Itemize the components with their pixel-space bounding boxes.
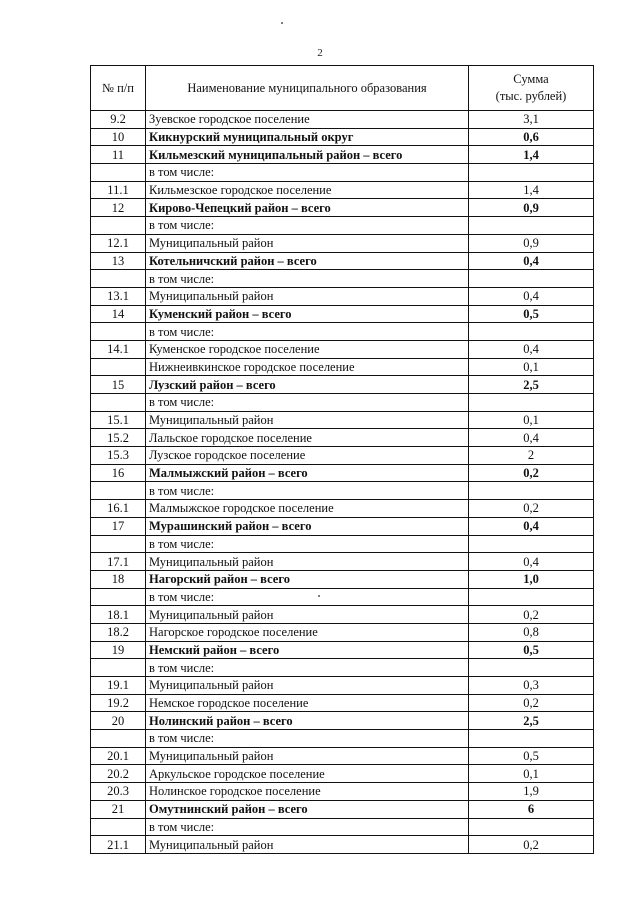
row-number: 16.1 [91, 500, 146, 518]
row-name: в том числе: [146, 394, 469, 412]
row-name: Омутнинский район – всего [146, 800, 469, 818]
row-number: 13 [91, 252, 146, 270]
row-name: Лальское городское поселение [146, 429, 469, 447]
row-number [91, 535, 146, 553]
row-sum [469, 659, 594, 677]
row-sum: 1,4 [469, 146, 594, 164]
row-name: Нагорский район – всего [146, 570, 469, 588]
row-sum [469, 818, 594, 836]
table-row [91, 747, 594, 765]
row-sum: 0,4 [469, 553, 594, 571]
row-name: в том числе: [146, 730, 469, 748]
row-sum: 2 [469, 447, 594, 465]
row-sum [469, 482, 594, 500]
table-row [91, 340, 594, 358]
row-sum: 0,6 [469, 128, 594, 146]
row-number: 15.1 [91, 411, 146, 429]
table-row [91, 394, 594, 412]
row-number: 21 [91, 800, 146, 818]
row-sum: 0,3 [469, 677, 594, 695]
row-sum: 6 [469, 800, 594, 818]
row-name: Муниципальный район [146, 287, 469, 305]
row-name: Нагорское городское поселение [146, 623, 469, 641]
table-row [91, 128, 594, 146]
table-body [91, 111, 594, 854]
row-name: в том числе: [146, 164, 469, 182]
row-sum [469, 270, 594, 288]
row-name: в том числе: [146, 482, 469, 500]
row-sum [469, 217, 594, 235]
row-name: в том числе: [146, 323, 469, 341]
row-name: Аркульское городское поселение [146, 765, 469, 783]
row-number: 14 [91, 305, 146, 323]
row-number: 10 [91, 128, 146, 146]
table-row [91, 765, 594, 783]
row-number: 12.1 [91, 234, 146, 252]
table-row [91, 429, 594, 447]
table-row [91, 234, 594, 252]
row-sum: 0,1 [469, 411, 594, 429]
row-sum: 0,2 [469, 464, 594, 482]
row-name: Кикнурский муниципальный округ [146, 128, 469, 146]
row-sum: 0,4 [469, 252, 594, 270]
row-sum: 0,2 [469, 694, 594, 712]
row-name: Малмыжский район – всего [146, 464, 469, 482]
budget-table [90, 65, 594, 854]
row-number: 18.2 [91, 623, 146, 641]
table-row [91, 146, 594, 164]
row-name: в том числе: [146, 588, 469, 606]
row-sum: 0,2 [469, 606, 594, 624]
row-name: Куменский район – всего [146, 305, 469, 323]
row-number [91, 217, 146, 235]
table-row [91, 111, 594, 129]
table-row [91, 287, 594, 305]
row-name: Зуевское городское поселение [146, 111, 469, 129]
row-sum [469, 394, 594, 412]
row-name: Кильмезский муниципальный район – всего [146, 146, 469, 164]
row-name: в том числе: [146, 818, 469, 836]
table-row [91, 217, 594, 235]
table-row [91, 252, 594, 270]
row-number: 20 [91, 712, 146, 730]
row-sum: 0,4 [469, 429, 594, 447]
table-row [91, 588, 594, 606]
row-name: Муниципальный район [146, 606, 469, 624]
row-name: Муниципальный район [146, 411, 469, 429]
table-row [91, 570, 594, 588]
row-number: 20.2 [91, 765, 146, 783]
table-row [91, 447, 594, 465]
row-number [91, 482, 146, 500]
table-row [91, 199, 594, 217]
row-number [91, 358, 146, 376]
row-name: Муниципальный район [146, 553, 469, 571]
row-number: 15.3 [91, 447, 146, 465]
table-header [91, 66, 594, 111]
row-sum: 0,5 [469, 305, 594, 323]
row-name: Муниципальный район [146, 747, 469, 765]
row-name: в том числе: [146, 270, 469, 288]
row-sum: 3,1 [469, 111, 594, 129]
table-row [91, 641, 594, 659]
table-row [91, 181, 594, 199]
row-number: 15.2 [91, 429, 146, 447]
row-number: 20.3 [91, 783, 146, 801]
row-number: 19.2 [91, 694, 146, 712]
row-number: 12 [91, 199, 146, 217]
row-sum [469, 588, 594, 606]
table-row [91, 305, 594, 323]
row-sum [469, 323, 594, 341]
row-number: 14.1 [91, 340, 146, 358]
row-number [91, 394, 146, 412]
table-row [91, 411, 594, 429]
row-number: 11.1 [91, 181, 146, 199]
row-sum: 2,5 [469, 712, 594, 730]
row-sum: 0,9 [469, 199, 594, 217]
row-name: Немский район – всего [146, 641, 469, 659]
table-row [91, 323, 594, 341]
row-name: Нолинское городское поселение [146, 783, 469, 801]
row-name: Малмыжское городское поселение [146, 500, 469, 518]
header-sum-title: Сумма [513, 72, 549, 86]
row-name: Котельничский район – всего [146, 252, 469, 270]
row-name: в том числе: [146, 217, 469, 235]
table-row [91, 376, 594, 394]
row-sum: 0,1 [469, 765, 594, 783]
table-row [91, 517, 594, 535]
row-name: Нолинский район – всего [146, 712, 469, 730]
table-row [91, 783, 594, 801]
row-name: Куменское городское поселение [146, 340, 469, 358]
table-row [91, 712, 594, 730]
row-sum: 1,4 [469, 181, 594, 199]
row-number: 15 [91, 376, 146, 394]
row-number: 17 [91, 517, 146, 535]
row-number: 20.1 [91, 747, 146, 765]
row-name: Муниципальный район [146, 677, 469, 695]
row-name: в том числе: [146, 659, 469, 677]
header-name: Наименование муниципального образования [146, 66, 469, 111]
row-sum: 0,1 [469, 358, 594, 376]
row-sum: 1,9 [469, 783, 594, 801]
row-sum: 0,2 [469, 500, 594, 518]
table-row [91, 623, 594, 641]
table-row [91, 482, 594, 500]
row-number [91, 659, 146, 677]
row-name: Кирово-Чепецкий район – всего [146, 199, 469, 217]
row-sum: 0,5 [469, 641, 594, 659]
row-number: 21.1 [91, 836, 146, 854]
table-row [91, 164, 594, 182]
table-row [91, 836, 594, 854]
row-number [91, 270, 146, 288]
row-sum: 0,9 [469, 234, 594, 252]
row-name: Немское городское поселение [146, 694, 469, 712]
row-sum: 0,4 [469, 517, 594, 535]
table-row [91, 677, 594, 695]
row-number: 18.1 [91, 606, 146, 624]
row-number: 16 [91, 464, 146, 482]
row-sum: 0,2 [469, 836, 594, 854]
row-name: Лузский район – всего [146, 376, 469, 394]
table-row [91, 694, 594, 712]
header-sum-unit: (тыс. рублей) [495, 89, 567, 103]
row-number: 19 [91, 641, 146, 659]
row-name: Лузское городское поселение [146, 447, 469, 465]
row-sum: 0,4 [469, 287, 594, 305]
row-number [91, 164, 146, 182]
scan-speck [281, 22, 283, 24]
row-name: Нижнеивкинское городское поселение [146, 358, 469, 376]
table-row [91, 464, 594, 482]
row-number: 19.1 [91, 677, 146, 695]
table-row [91, 606, 594, 624]
row-name: Муниципальный район [146, 234, 469, 252]
row-number: 18 [91, 570, 146, 588]
table-row [91, 270, 594, 288]
row-name: в том числе: [146, 535, 469, 553]
table-row [91, 535, 594, 553]
row-number: 11 [91, 146, 146, 164]
header-number: № п/п [91, 66, 146, 111]
row-number [91, 323, 146, 341]
table-row [91, 553, 594, 571]
table-row [91, 730, 594, 748]
row-number [91, 818, 146, 836]
table-row [91, 818, 594, 836]
row-sum: 1,0 [469, 570, 594, 588]
table-row [91, 500, 594, 518]
row-sum [469, 164, 594, 182]
row-sum: 0,8 [469, 623, 594, 641]
row-sum: 2,5 [469, 376, 594, 394]
table-row [91, 659, 594, 677]
row-sum [469, 535, 594, 553]
table-row [91, 358, 594, 376]
header-sum [469, 66, 594, 111]
row-name: Мурашинский район – всего [146, 517, 469, 535]
row-number: 9.2 [91, 111, 146, 129]
row-sum: 0,4 [469, 340, 594, 358]
row-name: Кильмезское городское поселение [146, 181, 469, 199]
row-number [91, 730, 146, 748]
row-sum [469, 730, 594, 748]
row-number: 17.1 [91, 553, 146, 571]
row-sum: 0,5 [469, 747, 594, 765]
row-name: Муниципальный район [146, 836, 469, 854]
page-number: 2 [317, 47, 323, 59]
row-number: 13.1 [91, 287, 146, 305]
table-row [91, 800, 594, 818]
row-number [91, 588, 146, 606]
